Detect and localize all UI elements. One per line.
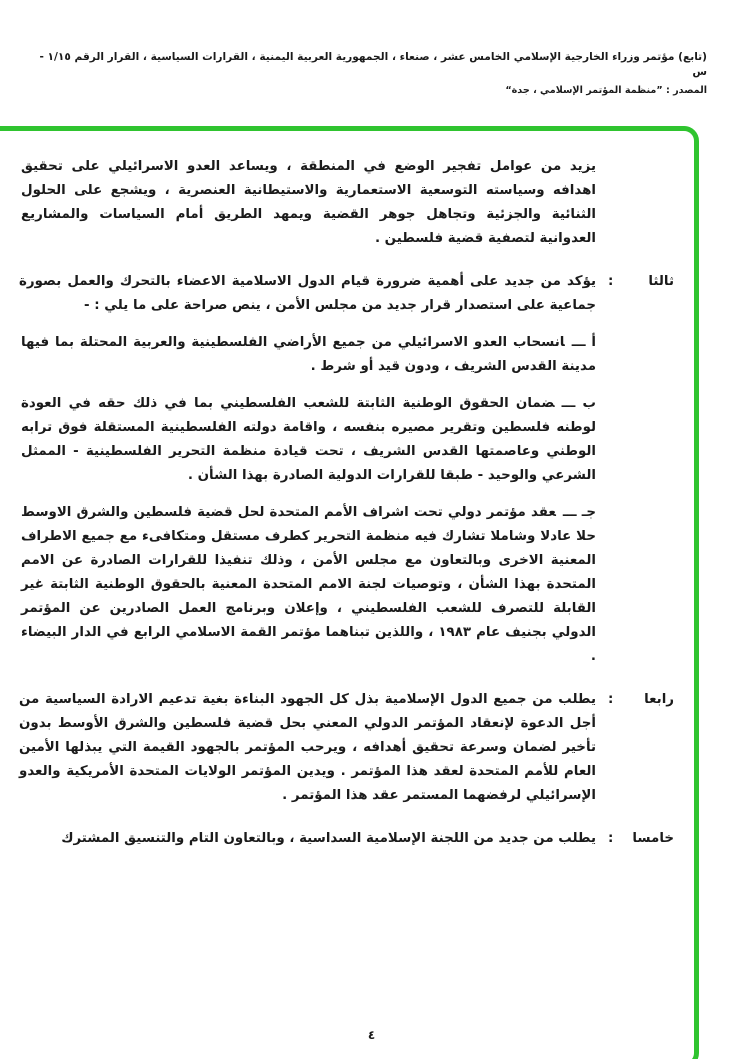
section-fourth-text: يطلب من جميع الدول الإسلامية بذل كل الجهود البناءة بغية تدعيم الارادة السياسية من أجل الدعوة لإنعقاد المؤتمر الدولي المعني بحل قضية فلسطين والشرق الأوسط بدون تأخير لضمان وسرعة تحقيق أهدافه ، ويرحب المؤتمر بالجهود القيمة التي يبذلها الأمين العام للأمم المتحدة لعقد هذا المؤتمر . ويدين المؤتمر الولايات المتحدة الأمريكية والعدو الإسرائيلي لرفضهما المستمر عقد هذا المؤتمر .: [19, 692, 596, 803]
resolution-border-box: [0, 126, 699, 1059]
section-third-label-cell: [596, 270, 674, 318]
item-text: انسحاب العدو الاسرائيلي من جميع الأراضي الفلسطينية والعربية المحتلة بما فيها مدينة القدس الشريف ، ودون قيد أو شرط .: [21, 335, 596, 374]
section-fourth: [19, 688, 674, 808]
item-letter: ب ـــ: [561, 396, 596, 411]
section-fifth: [19, 827, 674, 851]
item-text: عقد مؤتمر دولي تحت اشراف الأمم المتحدة لحل قضية فلسطين والشرق الاوسط حلا عادلا وشاملا تشارك فيه منظمة التحرير كطرف مستقل ومتكافىء مع جميع الاطراف المعنية الاخرى وبالتعاون مع مجلس الأمن ، وذلك تنفيذا للقرارات الصادرة عن الامم المتحدة بهذا الشأن ، وتوصيات لجنة الامم المتحدة المعنية بالحقوق الوطنية الثابتة غير القابلة للتصرف للشعب الفلسطيني ، وإعلان وبرنامج العمل الصادرين عن المؤتمر الدولي بجنيف عام ١٩٨٣ ، واللذين تبناهما مؤتمر القمة الاسلامي الرابع في الدار البيضاء .: [21, 505, 596, 664]
page-number: ٤: [367, 1028, 376, 1042]
section-third: [19, 270, 674, 318]
header-source-line: المصدر : ”منظمة المؤتمر الإسلامي ، جدة“: [505, 85, 707, 96]
section-label: ثالثا: [648, 274, 674, 289]
header-title-line: (تابع) مؤتمر وزراء الخارجية الإسلامي الخامس عشر ، صنعاء ، الجمهورية العربية اليمنية ، القرارات السياسية ، القرار الرقم ١/١٥ - س: [39, 51, 707, 78]
section-fifth-text: يطلب من جديد من اللجنة الإسلامية السداسية ، وبالتعاون التام والتنسيق المشترك: [61, 831, 596, 846]
item-letter: جـ ـــ: [562, 505, 597, 520]
item-letter: أ ـــ: [571, 335, 597, 350]
section-separator: :: [608, 831, 614, 846]
section-third-items: [21, 331, 596, 669]
section-separator: :: [608, 274, 614, 289]
list-item-jeem: [21, 501, 596, 669]
list-item-ba: [21, 392, 596, 488]
section-label: خامسا: [632, 831, 674, 846]
section-label: رابعا: [644, 692, 674, 707]
intro-paragraph: يزيد من عوامل تفجير الوضع في المنطقة ، ويساعد العدو الاسرائيلي على تحقيق اهدافه وسياسته التوسعية الاستعمارية والاستيطانية العنصرية ، ويشجع على الحلول الثنائية والجزئية وتجاهل جوهر القضية ويمهد الطريق أمام السياسات والمشاريع العدوانية لتصفية قضية فلسطين .: [21, 159, 596, 246]
section-third-text: يؤكد من جديد على أهمية ضرورة قيام الدول الاسلامية الاعضاء بالتحرك والعمل بصورة جماعية على استصدار قرار جديد من مجلس الأمن ، ينص صراحة على ما يلي : -: [19, 274, 596, 313]
section-separator: :: [608, 692, 614, 707]
item-text: ضمان الحقوق الوطنية الثابتة للشعب الفلسطيني بما في ذلك حقه في العودة لوطنه فلسطين وتقرير مصيره بنفسه ، واقامة دولته الفلسطينية المستقلة فوق ترابه الوطني وعاصمتها القدس الشريف ، تحت قيادة منظمة التحرير الفلسطينية - الممثل الشرعي والوحيد - طبقا للقرارات الدولية الصادرة بهذا الشأن .: [21, 396, 596, 483]
section-fourth-label-cell: [596, 688, 674, 808]
document-header: [28, 50, 707, 96]
list-item-alef: [21, 331, 596, 379]
section-fifth-label-cell: [596, 827, 674, 851]
